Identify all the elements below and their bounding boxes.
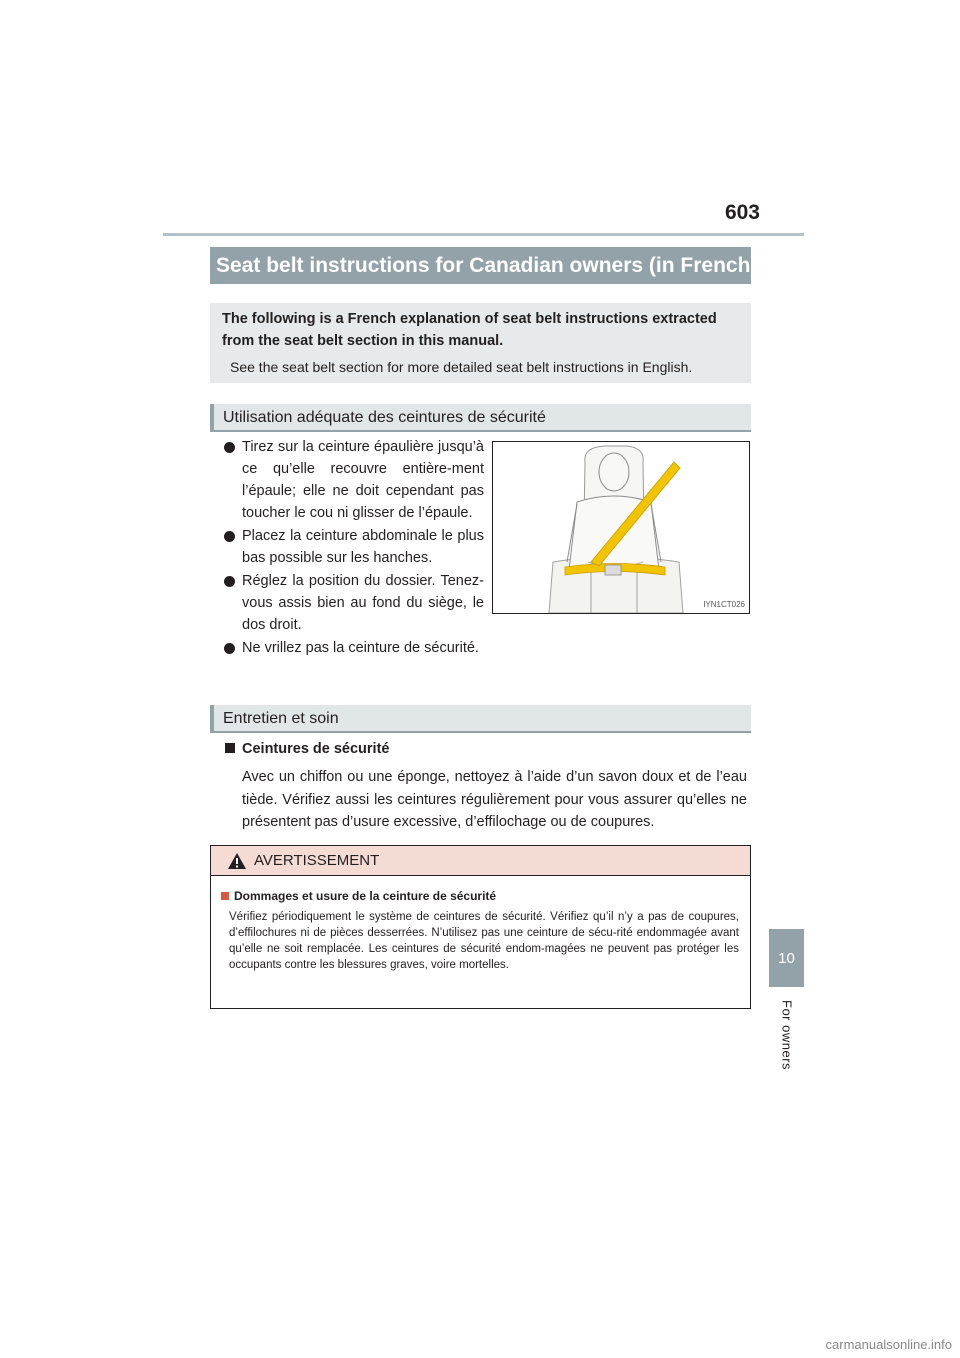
bullet-icon bbox=[224, 576, 235, 587]
warning-header bbox=[211, 846, 750, 876]
warning-body: Vérifiez périodiquement le système de ceintures de sécurité. Vérifiez qu’il n’y a pas de coupures, d’effilochures ni de pièces desserrées. N’utilisez pas une ceinture de sécu-rité endommagée avant qu’elle ne soit remplacée. Les ceintures de sécurité endom-magées ne peuvent pas protéger les occupants contre les blessures graves, voire mortelles. bbox=[229, 911, 739, 971]
header-rule bbox=[163, 233, 804, 236]
page-number: 603 bbox=[724, 201, 760, 224]
watermark: carmanualsonline.info bbox=[825, 1337, 952, 1352]
bullet-icon bbox=[224, 643, 235, 654]
intro-note: See the seat belt section for more detailed seat belt instructions in English. bbox=[230, 359, 693, 375]
bullet-icon bbox=[224, 531, 235, 542]
seat-belt-illustration bbox=[492, 441, 750, 614]
usage-bullet-list bbox=[222, 436, 484, 660]
seated-person-illustration bbox=[493, 442, 749, 613]
care-heading: Entretien et soin bbox=[210, 705, 751, 733]
bullet-icon bbox=[224, 442, 235, 453]
illustration-code: IYN1CT026 bbox=[703, 600, 745, 609]
usage-heading: Utilisation adéquate des ceintures de sécurité bbox=[210, 404, 751, 432]
care-subheading: Ceintures de sécurité bbox=[225, 741, 389, 757]
square-bullet-icon bbox=[225, 743, 235, 753]
chapter-tab[interactable]: 10 bbox=[769, 929, 804, 987]
warning-triangle-icon bbox=[227, 852, 247, 870]
list-item: Tirez sur la ceinture épaulière jusqu’à ce qu’elle recouvre entière-ment l’épaule; elle ne doit cependant pas toucher le cou ni glisser de l’épaule. bbox=[222, 436, 484, 524]
list-item: Ne vrillez pas la ceinture de sécurité. bbox=[222, 637, 484, 659]
warning-title: AVERTISSEMENT bbox=[254, 852, 380, 869]
list-item: Placez la ceinture abdominale le plus bas possible sur les hanches. bbox=[222, 525, 484, 569]
intro-text: The following is a French explanation of seat belt instructions extracted from the seat belt section in this manual. bbox=[222, 311, 717, 349]
intro-box bbox=[210, 303, 751, 383]
chapter-tab-label: For owners bbox=[779, 1000, 795, 1071]
warning-subheading: Dommages et usure de la ceinture de sécurité bbox=[221, 889, 496, 903]
list-item: Réglez la position du dossier. Tenez-vous assis bien au fond du siège, le dos droit. bbox=[222, 570, 484, 636]
section-title: Seat belt instructions for Canadian owners (in French) bbox=[210, 247, 751, 284]
square-bullet-icon bbox=[221, 892, 229, 900]
warning-box bbox=[210, 845, 751, 1009]
care-body: Avec un chiffon ou une éponge, nettoyez à l’aide d’un savon doux et de l’eau tiède. Vérifiez aussi les ceintures régulièrement pour vous assurer qu’elles ne présentent pas d’usure excessive, d’effilochage ou de coupures. bbox=[242, 769, 747, 830]
